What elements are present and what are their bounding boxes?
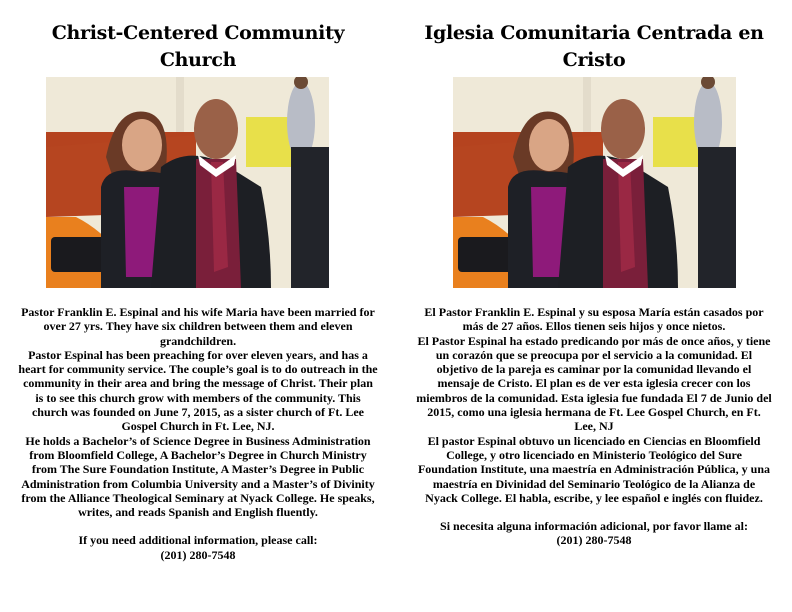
photo-illustration [46,77,329,288]
spanish-title [396,20,792,74]
spanish-bio-paragraph-2: El Pastor Espinal ha estado predicando por más de once años, y tiene un corazón que se preocupa por el servicio a la comunidad. El objetivo de la pareja es caminar por la comunidad llevando el mensaje de Cristo. El plan es de ver esta iglesia crecer con los miembros de la comunidad. Esta iglesia fue fundada El 7 de Junio del 2015, como una iglesia hermana de Ft. Lee Gospel Church, en Ft. Lee, NJ [416,333,772,434]
english-title [0,20,396,74]
english-title-line1: Christ-Centered Community [51,22,345,44]
english-bio [18,305,378,562]
spanish-flyer-panel [396,0,792,612]
english-phone-number: (201) 280-7548 [160,547,236,562]
english-bio-paragraph-3: He holds a Bachelor’s of Science Degree in Business Administration from Bloomfield College, A Bachelor’s Degree in Church Ministry from The Sure Foundation Institute, A Master’s Degree in Public Administration from Columbia University and a Master’s of Divinity from the Alliance Theological Seminary at Nyack College. He speaks, writes, and reads Spanish and English fluently. [21,433,375,520]
english-bio-paragraph-1: Pastor Franklin E. Espinal and his wife Maria have been married for over 27 yrs. They have six children between them and eleven grandchildren. [21,305,375,348]
spanish-title-line1: Iglesia Comunitaria Centrada en [424,22,764,44]
pastor-couple-photo-spanish [453,77,736,288]
spanish-contact-label: Si necesita alguna información adicional, por favor llame al: [440,519,748,534]
english-title-line2: Church [159,49,237,71]
spanish-title-line2: Cristo [562,49,626,71]
english-bio-paragraph-2: Pastor Espinal has been preaching for over eleven years, and has a heart for community service. The couple’s goal is to do outreach in the community in their area and bring the message of Christ. Their plan is to see this church grow with members of the community. This church was founded on June 7, 2015, as a sister church of Ft. Lee Gospel Church in Ft. Lee, NJ. [18,347,378,434]
english-contact-label: If you need additional information, please call: [78,533,318,548]
spanish-bio [416,305,772,548]
pastor-couple-photo [46,77,329,288]
spanish-phone-number: (201) 280-7548 [556,533,632,548]
spanish-bio-paragraph-1: El Pastor Franklin E. Espinal y su esposa María están casados por más de 27 años. Ellos tienen seis hijos y once nietos. [424,305,764,334]
spanish-bio-paragraph-3: El pastor Espinal obtuvo un licenciado en Ciencias en Bloomfield College, y otro licenciado en Ministerio Teológico del Sure Foundation Institute, una maestría en Administración Pública, y una maestría en Divinidad del Seminario Teológico de la Alianza de Nyack College. El habla, escribe, y lee español e inglés con fluidez. [417,433,771,505]
photo-illustration [453,77,736,288]
